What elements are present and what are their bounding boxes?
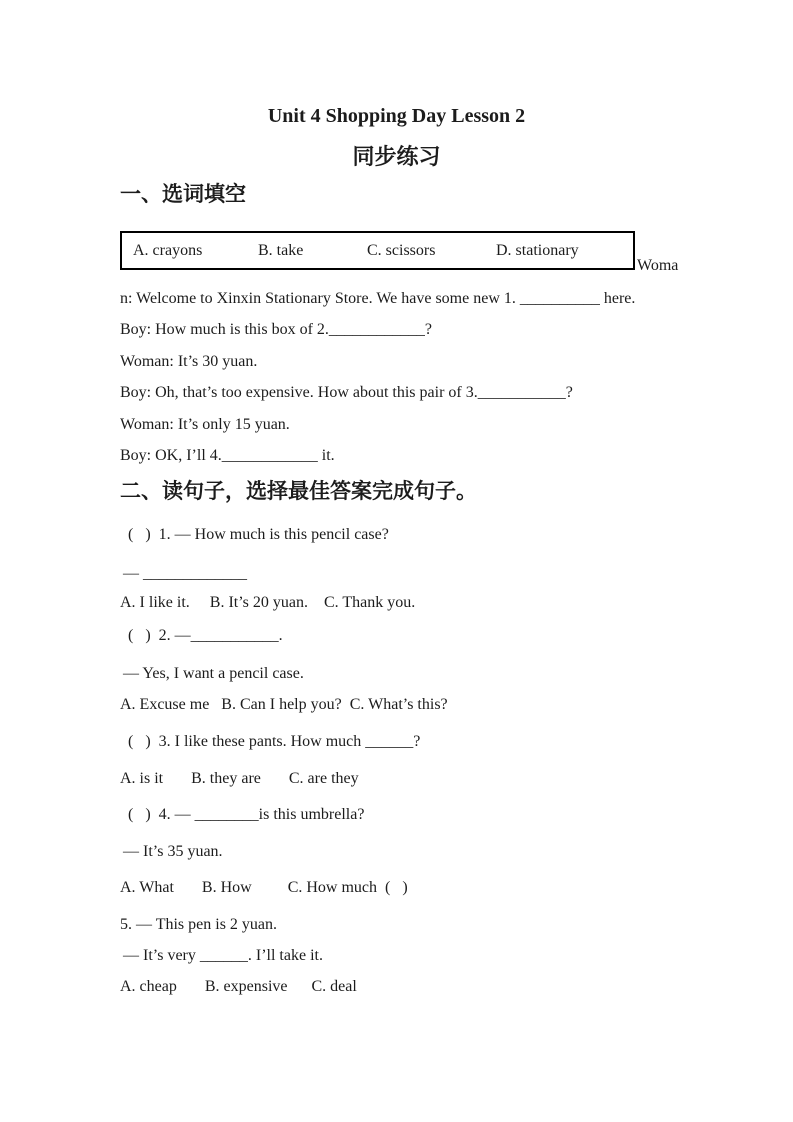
- dialogue-line: Boy: How much is this box of 2.____________?: [120, 321, 432, 338]
- dialogue-line: Woman: It’s 30 yuan.: [120, 353, 258, 370]
- overflow-text-woma: Woma: [637, 257, 679, 274]
- question-line: ( ) 1. — How much is this pencil case?: [128, 526, 389, 543]
- page-title: Unit 4 Shopping Day Lesson 2: [267, 105, 526, 127]
- question-line: ( ) 2. —___________.: [128, 627, 283, 644]
- dialogue-line: Boy: Oh, that’s too expensive. How about this pair of 3.___________?: [120, 384, 573, 401]
- section2-heading: 二、读句子，选择最佳答案完成句子。: [120, 480, 477, 503]
- section1-heading: 一、选词填空: [120, 183, 246, 206]
- word-bank-option-b: B. take: [258, 241, 304, 259]
- word-bank-option-d: D. stationary: [496, 241, 579, 259]
- question-line: 5. — This pen is 2 yuan.: [120, 916, 278, 933]
- answer-line: — Yes, I want a pencil case.: [123, 665, 304, 682]
- options-line: A. Excuse me B. Can I help you? C. What’s this?: [120, 696, 448, 713]
- options-line: A. What B. How C. How much ( ): [120, 879, 408, 896]
- word-bank-box: [120, 231, 635, 270]
- options-line: A. I like it. B. It’s 20 yuan. C. Thank you.: [120, 594, 416, 611]
- dialogue-line: Boy: OK, I’ll 4.____________ it.: [120, 447, 335, 464]
- word-bank-option-a: A. crayons: [133, 241, 203, 259]
- dialogue-line: Woman: It’s only 15 yuan.: [120, 416, 290, 433]
- options-line: A. is it B. they are C. are they: [120, 770, 359, 787]
- options-line: A. cheap B. expensive C. deal: [120, 978, 357, 995]
- page-subtitle: 同步练习: [352, 144, 441, 169]
- word-bank-option-c: C. scissors: [367, 241, 436, 259]
- question-line: ( ) 4. — ________is this umbrella?: [128, 806, 365, 823]
- dialogue-line: n: Welcome to Xinxin Stationary Store. We have some new 1. __________ here.: [120, 290, 636, 307]
- worksheet-content: [120, 0, 673, 995]
- question-line: ( ) 3. I like these pants. How much ______?: [128, 733, 421, 750]
- answer-line: — It’s 35 yuan.: [123, 843, 223, 860]
- answer-line: — It’s very ______. I’ll take it.: [123, 947, 323, 964]
- answer-line: — _____________: [123, 565, 247, 582]
